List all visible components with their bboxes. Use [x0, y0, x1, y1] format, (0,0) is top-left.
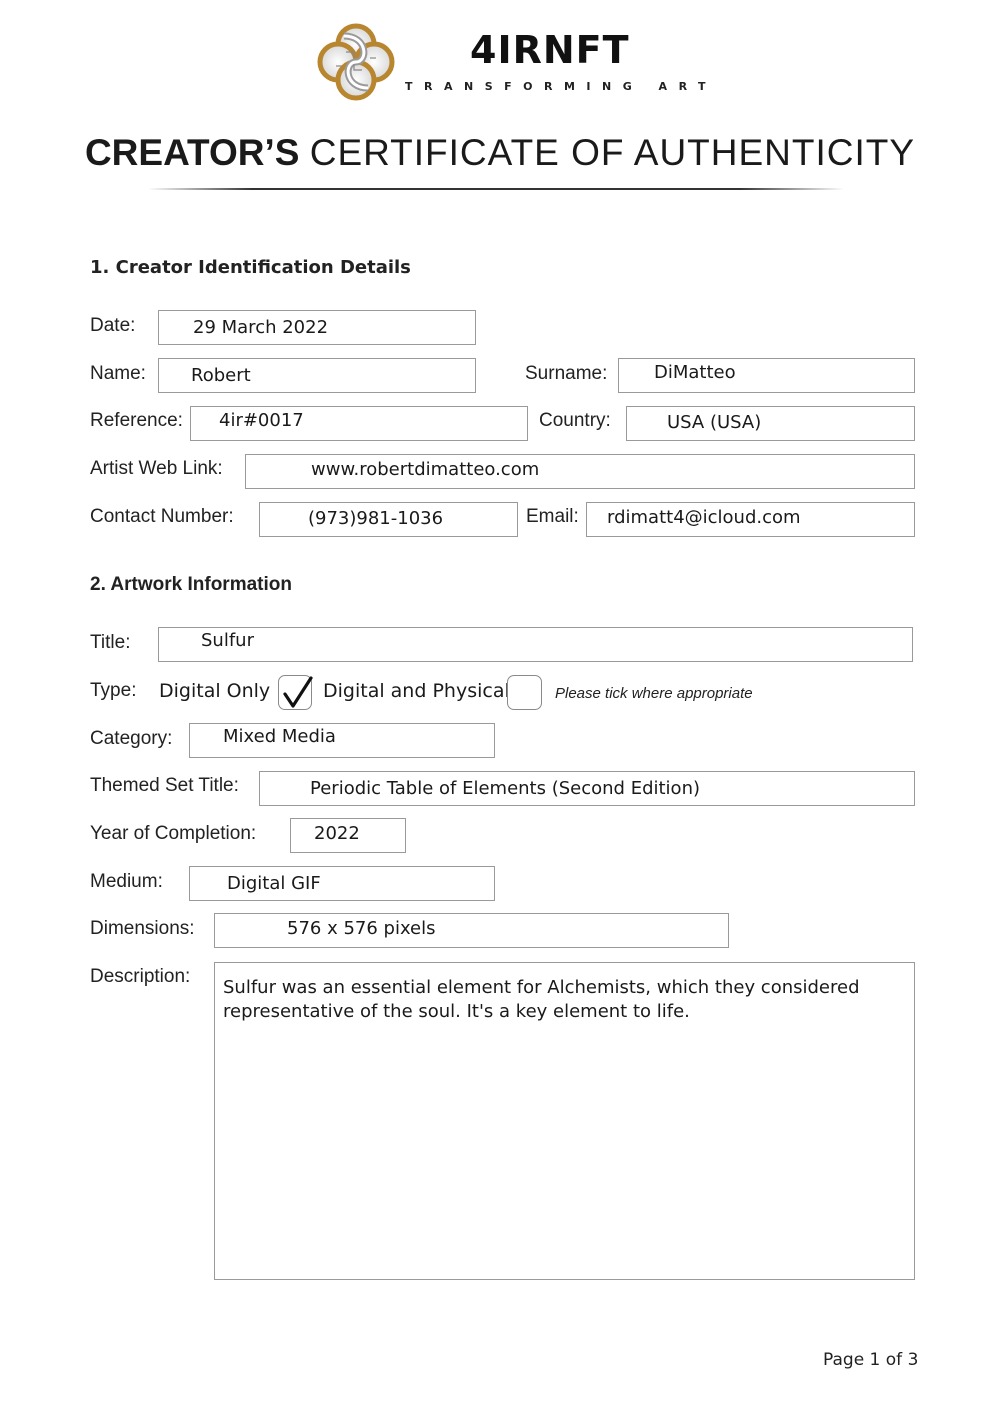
contact-label: Contact Number: — [90, 506, 234, 527]
title-value: Sulfur — [201, 630, 254, 651]
dimensions-value: 576 x 576 pixels — [287, 918, 436, 939]
digital-physical-checkbox[interactable] — [507, 675, 542, 710]
section-heading-creator: 1. Creator Identification Details — [90, 257, 411, 278]
dimensions-field[interactable] — [214, 913, 729, 948]
type-option-digital-physical: Digital and Physical — [323, 680, 510, 702]
web-link-value: www.robertdimatteo.com — [311, 459, 540, 480]
name-label: Name: — [90, 363, 146, 384]
digital-only-checkbox[interactable] — [278, 675, 312, 710]
reference-value: 4ir#0017 — [219, 410, 304, 431]
country-label: Country: — [539, 410, 611, 431]
title-field[interactable] — [158, 627, 913, 662]
category-field[interactable] — [189, 723, 495, 758]
brand-name: 4IRNFT — [470, 28, 630, 72]
year-field[interactable] — [290, 818, 406, 853]
date-field[interactable] — [158, 310, 476, 345]
description-field[interactable] — [214, 962, 915, 1280]
surname-value: DiMatteo — [654, 362, 736, 383]
brand-tagline: TRANSFORMING ART — [405, 80, 718, 93]
name-field[interactable] — [158, 358, 476, 393]
title-rest: CERTIFICATE OF AUTHENTICITY — [309, 132, 916, 173]
themed-set-label: Themed Set Title: — [90, 775, 239, 796]
description-line-2: representative of the soul. It's a key element to life. — [223, 1001, 690, 1022]
email-field[interactable] — [586, 502, 915, 537]
description-line-1: Sulfur was an essential element for Alchemists, which they considered — [223, 977, 860, 998]
date-value: 29 March 2022 — [193, 317, 329, 338]
category-value: Mixed Media — [223, 726, 336, 747]
surname-label: Surname: — [525, 363, 608, 384]
contact-field[interactable] — [259, 502, 518, 537]
medium-label: Medium: — [90, 871, 163, 892]
year-label: Year of Completion: — [90, 823, 257, 844]
page-title — [0, 132, 1000, 174]
country-field[interactable] — [626, 406, 915, 441]
surname-field[interactable] — [618, 358, 915, 393]
type-option-digital-only: Digital Only — [159, 680, 271, 702]
section-heading-artwork: 2. Artwork Information — [90, 574, 292, 595]
reference-field[interactable] — [190, 406, 528, 441]
dimensions-label: Dimensions: — [90, 918, 195, 939]
themed-set-value: Periodic Table of Elements (Second Edition) — [310, 778, 700, 799]
name-value: Robert — [191, 365, 251, 386]
infinity-circuit-logo-icon — [316, 22, 396, 102]
type-hint: Please tick where appropriate — [555, 685, 753, 702]
web-link-label: Artist Web Link: — [90, 458, 223, 479]
year-value: 2022 — [314, 823, 360, 844]
web-link-field[interactable] — [245, 454, 915, 489]
reference-label: Reference: — [90, 410, 183, 431]
title-divider — [148, 188, 844, 190]
medium-field[interactable] — [189, 866, 495, 901]
title-label: Title: — [90, 632, 131, 653]
medium-value: Digital GIF — [227, 873, 321, 894]
themed-set-field[interactable] — [259, 771, 915, 806]
page-number: Page 1 of 3 — [823, 1350, 919, 1370]
contact-value: (973)981-1036 — [308, 508, 444, 529]
category-label: Category: — [90, 728, 173, 749]
email-label: Email: — [526, 506, 579, 527]
checkmark-icon — [281, 674, 315, 712]
type-label: Type: — [90, 680, 137, 701]
email-value: rdimatt4@icloud.com — [607, 507, 801, 528]
title-bold: CREATOR’S — [84, 132, 300, 173]
country-value: USA (USA) — [667, 412, 762, 433]
description-label: Description: — [90, 966, 191, 987]
date-label: Date: — [90, 315, 136, 336]
